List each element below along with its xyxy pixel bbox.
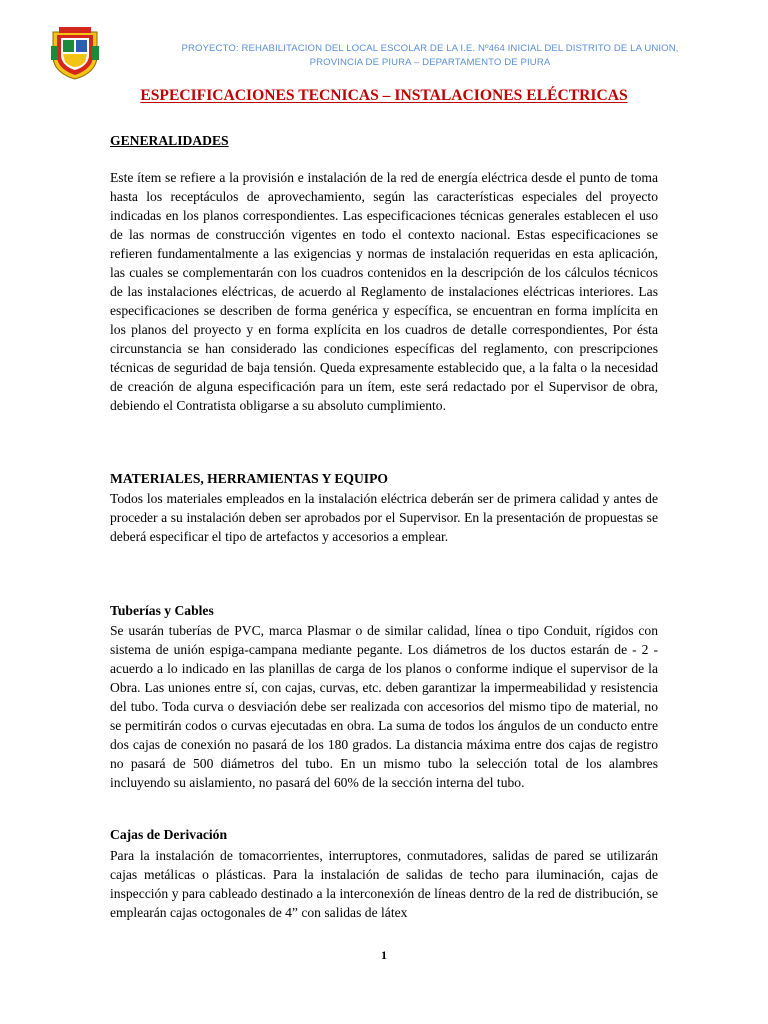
- section-paragraph: Este ítem se refiere a la provisión e instalación de la red de energía eléctrica desde el punto de toma hasta los receptáculos de aprovechamiento, según las características especiales del proyecto indicadas en los planos correspondientes. Las especificaciones técnicas generales establecen el uso de las normas de construcción vigentes en todo el contexto nacional. Estas especificaciones se refieren fundamentalmente a las exigencias y normas de instalación requeridas en esta aplicación, las cuales se complementarán con los cuadros contenidos en la descripción de los cálculos técnicos de las instalaciones eléctricas, de acuerdo al Reglamento de instalaciones eléctricas interiores. Las especificaciones se describen de forma genérica y específica, se encuentran en forma implícita en los planos del proyecto y en forma explícita en los cuadros de detalle correspondientes, Por ésta circunstancia se han considerado las condiciones específicas del reglamento, con prescripciones técnicas de seguridad de baja tensión. Queda expresamente establecido que, a la falta o la necesidad de creación de alguna especificación para un ítem, este será redactado por el Supervisor de obra, debiendo el Contratista obligarse a su absoluto cumplimiento.: [110, 170, 658, 413]
- section-heading: Tuberías y Cables: [110, 603, 214, 618]
- document-title: ESPECIFICACIONES TECNICAS – INSTALACIONES ELÉCTRICAS: [140, 87, 628, 104]
- section-heading: Cajas de Derivación: [110, 827, 228, 842]
- section-paragraph: Todos los materiales empleados en la instalación eléctrica deberán ser de primera calidad y antes de proceder a su instalación deben ser aprobados por el Supervisor. En la presentación de propuestas se deberá especificar el tipo de artefactos y accesorios a emplear.: [110, 491, 658, 544]
- section-generalidades-body: [110, 168, 658, 415]
- section-cajas-body: [110, 846, 658, 922]
- project-header-line1: PROYECTO: REHABILITACION DEL LOCAL ESCOLAR DE LA I.E. Nº464 INICIAL DEL DISTRITO DE LA UNION,: [181, 43, 679, 54]
- section-tuberias: [110, 603, 658, 619]
- section-heading: GENERALIDADES: [110, 133, 229, 148]
- section-generalidades: [110, 133, 658, 149]
- project-header-line2: PROVINCIA DE PIURA – DEPARTAMENTO DE PIURA: [309, 57, 551, 68]
- section-materiales-body: [110, 489, 658, 546]
- page-number: 1: [381, 948, 387, 962]
- section-materiales: [110, 471, 658, 487]
- section-tuberias-body: [110, 621, 658, 792]
- municipal-shield-icon: [50, 26, 100, 80]
- section-heading: MATERIALES, HERRAMIENTAS Y EQUIPO: [110, 471, 388, 486]
- section-cajas: [110, 827, 658, 843]
- section-paragraph: Para la instalación de tomacorrientes, interruptores, conmutadores, salidas de pared se utilizarán cajas metálicas o plásticas. Para la instalación de salidas de techo para iluminación, cajas de inspección y para cableado destinado a la interconexión de líneas dentro de la red de distribución, se emplearán cajas octogonales de 4” con salidas de látex: [110, 848, 658, 920]
- section-paragraph: Se usarán tuberías de PVC, marca Plasmar o de similar calidad, línea o tipo Conduit, rígidos con sistema de unión espiga-campana mediante pegante. Los diámetros de los ductos estarán de - 2 - acuerdo a lo indicado en las planillas de carga de los planos o conforme indique el supervisor de la Obra. Las uniones entre sí, con cajas, curvas, etc. deben garantizar la impermeabilidad y resistencia del tubo. Toda curva o desviación debe ser realizada con accesorios del mismo tipo de material, no se permitirán codos o curvas ejecutadas en obra. La suma de todos los ángulos de un conducto entre dos cajas de conexión no pasará de los 180 grados. La distancia máxima entre dos cajas de registro no pasará de 500 diámetros del tubo. En un mismo tubo la selección total de los alambres incluyendo su aislamiento, no pasará del 60% de la sección interna del tubo.: [110, 623, 658, 790]
